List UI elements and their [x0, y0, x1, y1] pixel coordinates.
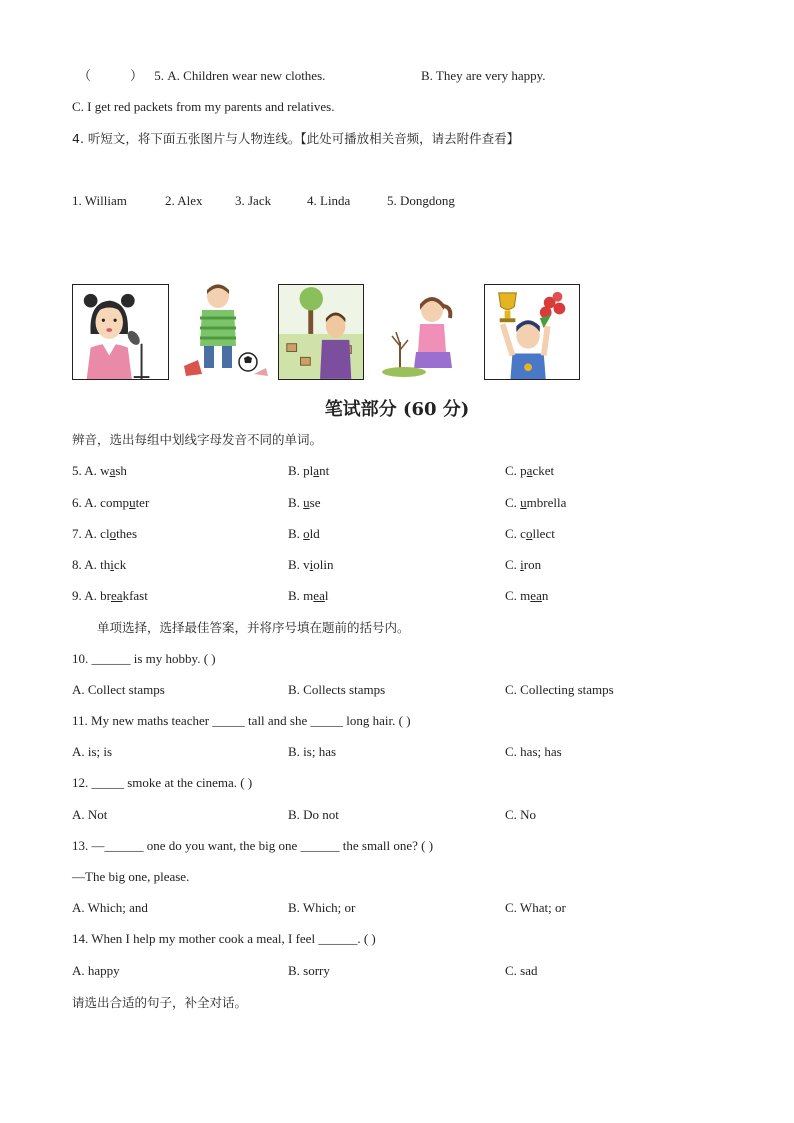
phonics-row-7-option-a — [72, 526, 137, 542]
question-number: 8. A. — [72, 557, 101, 572]
word-part: B. m — [288, 588, 314, 603]
question-number: 7. A. — [72, 526, 101, 541]
q13-option-b: B. Which; or — [288, 900, 356, 915]
question-number: 9. A. — [72, 588, 101, 603]
phonics-row-8-option-c — [505, 557, 541, 573]
word-part: C. m — [505, 588, 531, 603]
name-william: 1. William — [72, 193, 127, 208]
phonics-row-8-option-a — [72, 557, 126, 573]
word-part: l — [324, 588, 329, 603]
underlined-letters: a — [109, 463, 116, 478]
word-part: sh — [115, 463, 127, 478]
option-c: C. I get red packets from my parents and relatives. — [72, 99, 335, 114]
question-number: 5. — [154, 68, 165, 83]
girl-singing-picture — [72, 284, 169, 380]
name-jack: 3. Jack — [235, 193, 272, 208]
q11-option-a: A. is; is — [72, 744, 113, 759]
word-part: br — [100, 588, 112, 603]
phonics-row-5-option-c — [505, 463, 554, 479]
name-linda: 4. Linda — [307, 193, 351, 208]
word-part: llect — [532, 526, 555, 541]
phonics-row-5-option-b — [288, 463, 329, 479]
word-part: cket — [532, 463, 555, 478]
word-part: cl — [100, 526, 110, 541]
dialogue-instruction: 请选出合适的句子，补全对话。 — [72, 995, 248, 1010]
word-part: thes — [116, 526, 138, 541]
q13-option-c: C. What; or — [505, 900, 566, 915]
word-part: ron — [523, 557, 542, 572]
word-part: nt — [319, 463, 330, 478]
underlined-letters: u — [303, 495, 310, 510]
word-part: mbrella — [526, 495, 567, 510]
q4-instruction: 4. 听短文，将下面五张图片与人物连线。【此处可播放相关音频，请去附件查看】 — [72, 131, 520, 146]
underlined-letters: u — [520, 495, 527, 510]
q10-stem: 10. ______ is my hobby. ( ) — [72, 651, 216, 666]
boy-trophy-picture — [484, 284, 580, 380]
q10-option-c: C. Collecting stamps — [505, 682, 614, 697]
phonics-row-9-option-b — [288, 588, 328, 604]
q11-stem: 11. My new maths teacher _____ tall and she _____ long hair. ( ) — [72, 713, 411, 728]
word-part: B. — [288, 526, 304, 541]
section-title: 笔试部分 (60 分) — [324, 399, 470, 420]
word-part: se — [309, 495, 321, 510]
q13-reply: —The big one, please. — [72, 869, 190, 884]
phonics-row-5-option-a — [72, 463, 127, 479]
word-part: B. pl — [288, 463, 314, 478]
word-part: ck — [113, 557, 127, 572]
boy-broken-bottle-picture — [178, 284, 270, 380]
phonics-row-9-option-c — [505, 588, 548, 604]
q14-option-a: A. happy — [72, 963, 120, 978]
word-part: comp — [100, 495, 130, 510]
word-part: th — [100, 557, 111, 572]
word-part: B. v — [288, 557, 310, 572]
q12-option-c: C. No — [505, 807, 537, 822]
underlined-letters: o — [303, 526, 310, 541]
phonics-row-6-option-b — [288, 495, 321, 511]
underlined-letters: a — [313, 463, 320, 478]
name-alex: 2. Alex — [165, 193, 203, 208]
underlined-letters: o — [109, 526, 117, 541]
q13-stem: 13. —______ one do you want, the big one ______ the small one? ( ) — [72, 838, 434, 853]
word-part: olin — [313, 557, 334, 572]
phonics-row-6-option-a — [72, 495, 149, 511]
name-dongdong: 5. Dongdong — [387, 193, 455, 208]
word-part: ter — [135, 495, 150, 510]
q11-option-c: C. has; has — [505, 744, 562, 759]
phonics-row-8-option-b — [288, 557, 334, 573]
q13-option-a: A. Which; and — [72, 900, 148, 915]
underlined-letters: ea — [111, 588, 123, 603]
q14-stem: 14. When I help my mother cook a meal, I feel ______. ( ) — [72, 931, 376, 946]
option-b: B. They are very happy. — [421, 68, 546, 83]
word-part: C. — [505, 557, 521, 572]
q5-listening-line — [78, 68, 325, 84]
question-number: 5. A. — [72, 463, 101, 478]
word-part: B. — [288, 495, 304, 510]
underlined-letters: o — [525, 526, 533, 541]
underlined-letters: u — [129, 495, 136, 510]
word-part: C. p — [505, 463, 527, 478]
underlined-letters: a — [526, 463, 533, 478]
man-cut-trees-picture — [278, 284, 364, 380]
q12-option-a: A. Not — [72, 807, 108, 822]
q11-option-b: B. is; has — [288, 744, 337, 759]
phonics-row-6-option-c — [505, 495, 566, 511]
phonics-row-7-option-c — [505, 526, 555, 542]
phonics-row-7-option-b — [288, 526, 320, 542]
choice-instruction: 单项选择，选择最佳答案，并将序号填在题前的括号内。 — [97, 620, 410, 635]
underlined-letters: ea — [313, 588, 325, 603]
q12-option-b: B. Do not — [288, 807, 339, 822]
q12-stem: 12. _____ smoke at the cinema. ( ) — [72, 775, 253, 790]
underlined-letters: i — [309, 557, 314, 572]
underlined-letters: ea — [530, 588, 542, 603]
q14-option-b: B. sorry — [288, 963, 330, 978]
q14-option-c: C. sad — [505, 963, 538, 978]
word-part: n — [541, 588, 549, 603]
question-number: 6. A. — [72, 495, 101, 510]
word-part: ld — [309, 526, 320, 541]
option-a: A. Children wear new clothes. — [167, 68, 326, 83]
phonics-row-9-option-a — [72, 588, 148, 604]
phonics-instruction: 辨音，选出每组中划线字母发音不同的单词。 — [72, 432, 323, 447]
girl-planting-picture — [380, 284, 464, 380]
word-part: kfast — [122, 588, 148, 603]
underlined-letters: i — [520, 557, 524, 572]
word-part: C. c — [505, 526, 526, 541]
q10-option-b: B. Collects stamps — [288, 682, 386, 697]
underlined-letters: i — [110, 557, 114, 572]
word-part: C. — [505, 495, 521, 510]
answer-bracket[interactable]: （ ） — [78, 68, 144, 83]
word-part: w — [100, 463, 110, 478]
q10-option-a: A. Collect stamps — [72, 682, 165, 697]
